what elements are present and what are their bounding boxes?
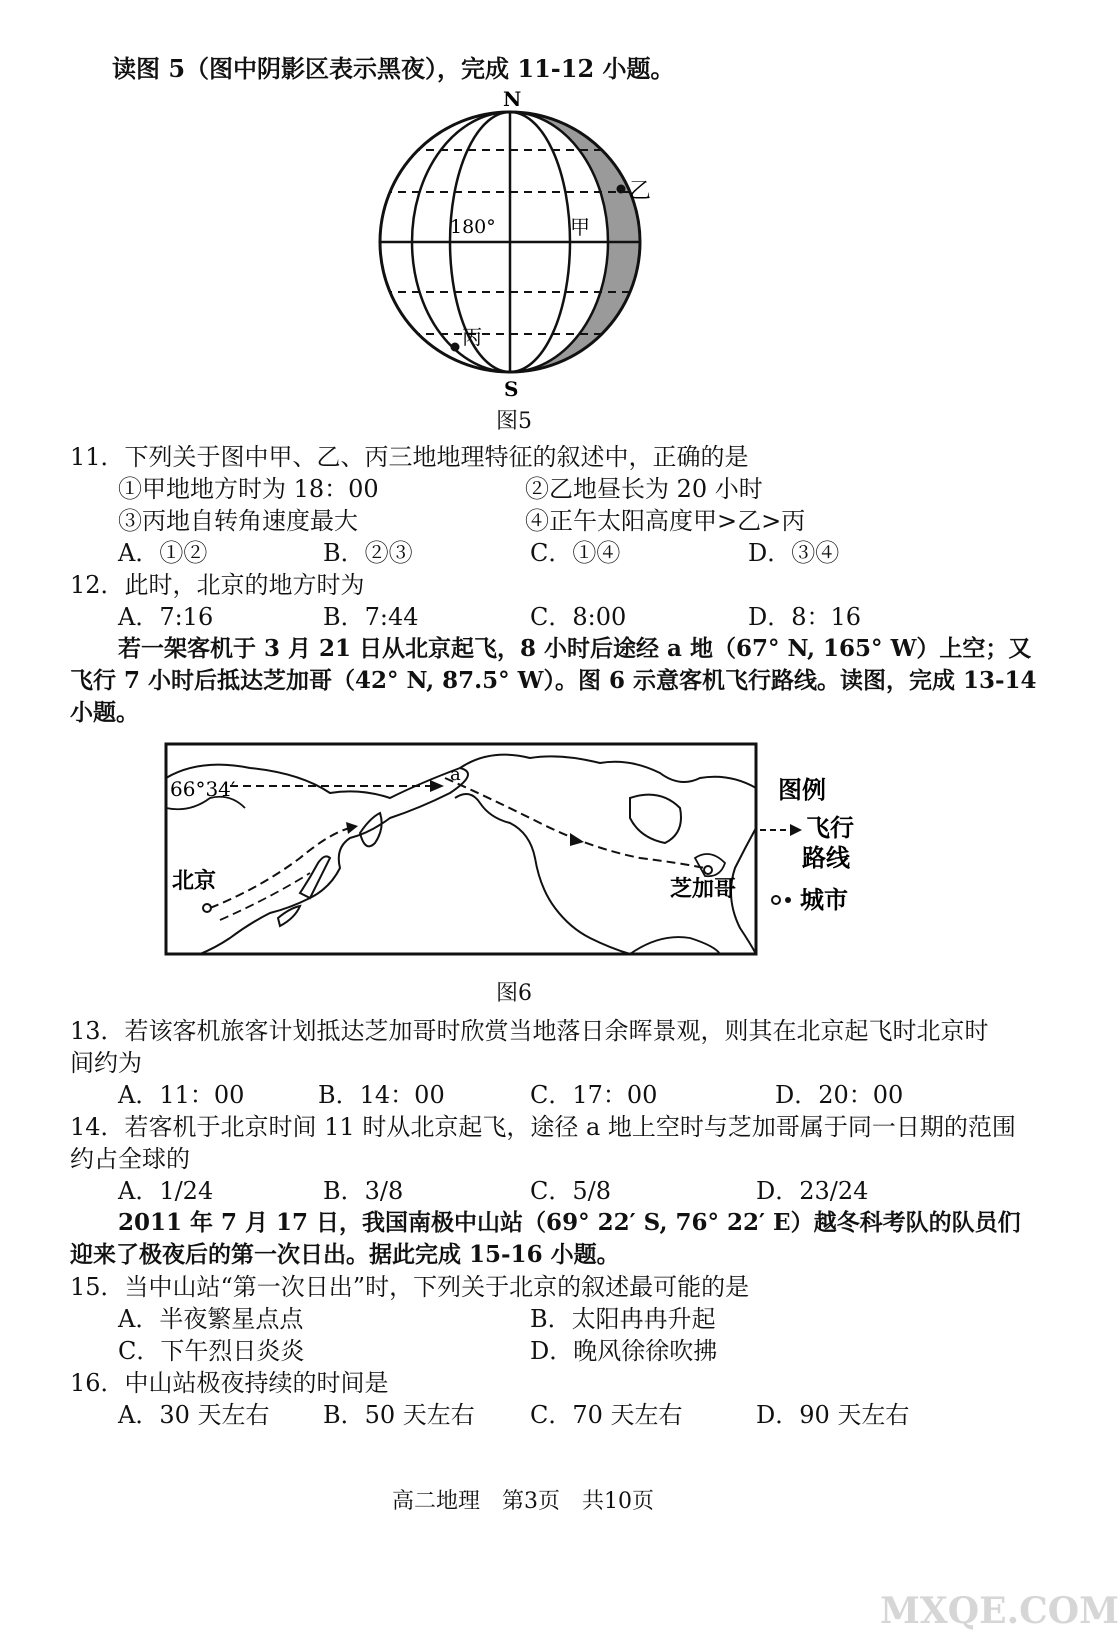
q11-option-a: A．①② bbox=[118, 539, 208, 567]
q16-option-a: A．30 天左右 bbox=[118, 1401, 270, 1429]
q11-statement-1: ①甲地地方时为 18：00 bbox=[118, 475, 379, 503]
figure-6-map bbox=[160, 738, 880, 963]
intro-15-16-line-1: 2011 年 7 月 17 日，我国南极中山站（69° 22′ S, 76° 22′ E）越冬科考队的队员们 bbox=[118, 1209, 1021, 1236]
legend-route-label-2: 路线 bbox=[802, 843, 850, 872]
q11-option-d: D．③④ bbox=[748, 539, 840, 567]
figure-6-caption: 图6 bbox=[496, 981, 532, 1006]
q11-statement-3: ③丙地自转角速度最大 bbox=[118, 507, 358, 535]
label-point-a: a bbox=[450, 764, 461, 785]
legend-city-marker bbox=[772, 896, 780, 904]
q14-option-c: C．5/8 bbox=[530, 1177, 611, 1205]
figure-5-caption: 图5 bbox=[496, 409, 532, 434]
q16-option-d: D．90 天左右 bbox=[756, 1401, 910, 1429]
q12-option-d: D．8：16 bbox=[748, 603, 862, 631]
q11-statement-4: ④正午太阳高度甲>乙>丙 bbox=[525, 507, 806, 535]
page-footer: 高二地理 第3页 共10页 bbox=[392, 1489, 654, 1514]
figure-5-globe bbox=[370, 88, 690, 403]
q11-statement-2: ②乙地昼长为 20 小时 bbox=[525, 475, 763, 503]
q13-stem-line-2: 间约为 bbox=[70, 1049, 142, 1077]
q12-option-c: C．8:00 bbox=[530, 603, 627, 631]
label-jia: 甲 bbox=[570, 215, 590, 239]
q11-option-c: C．①④ bbox=[530, 539, 621, 567]
label-north: N bbox=[503, 87, 522, 111]
q13-stem-line-1: 13．若该客机旅客计划抵达芝加哥时欣赏当地落日余晖景观，则其在北京起飞时北京时 bbox=[70, 1017, 989, 1045]
label-south: S bbox=[504, 377, 519, 401]
intro-13-14-line-2: 飞行 7 小时后抵达芝加哥（42° N, 87.5° W）。图 6 示意客机飞行路线。读图，完成 13-14 bbox=[70, 667, 1037, 694]
legend-route-label-1: 飞行 bbox=[806, 813, 854, 842]
q13-option-d: D．20：00 bbox=[775, 1081, 904, 1109]
label-bing: 丙 bbox=[462, 325, 482, 349]
q16-option-c: C．70 天左右 bbox=[530, 1401, 683, 1429]
q11-stem: 11．下列关于图中甲、乙、丙三地地理特征的叙述中，正确的是 bbox=[70, 443, 749, 471]
q14-option-d: D．23/24 bbox=[756, 1177, 869, 1205]
label-beijing: 北京 bbox=[172, 868, 217, 894]
point-yi-marker bbox=[617, 185, 626, 194]
q16-stem: 16．中山站极夜持续的时间是 bbox=[70, 1369, 389, 1397]
q12-stem: 12．此时，北京的地方时为 bbox=[70, 571, 365, 599]
intro-15-16-line-2: 迎来了极夜后的第一次日出。据此完成 15-16 小题。 bbox=[70, 1241, 620, 1268]
intro-13-14-line-3: 小题。 bbox=[70, 699, 139, 726]
label-chicago: 芝加哥 bbox=[670, 876, 737, 902]
q13-option-c: C．17：00 bbox=[530, 1081, 658, 1109]
legend-route-arrowhead bbox=[790, 824, 802, 836]
point-bing-marker bbox=[451, 343, 460, 352]
q15-option-d: D．晚风徐徐吹拂 bbox=[530, 1337, 718, 1365]
q15-option-a: A．半夜繁星点点 bbox=[118, 1305, 304, 1333]
q13-option-b: B．14：00 bbox=[318, 1081, 445, 1109]
q11-option-b: B．②③ bbox=[323, 539, 413, 567]
q14-option-a: A．1/24 bbox=[118, 1177, 214, 1205]
legend-city-label: 城市 bbox=[800, 885, 848, 914]
q15-stem: 15．当中山站“第一次日出”时，下列关于北京的叙述最可能的是 bbox=[70, 1273, 750, 1301]
legend-title: 图例 bbox=[778, 775, 826, 804]
q14-option-b: B．3/8 bbox=[323, 1177, 404, 1205]
q13-option-a: A．11：00 bbox=[118, 1081, 245, 1109]
q12-option-b: B．7:44 bbox=[323, 603, 419, 631]
label-lat: 66°34′ bbox=[170, 777, 236, 801]
q16-option-b: B．50 天左右 bbox=[323, 1401, 475, 1429]
intro-11-12: 读图 5（图中阴影区表示黑夜），完成 11-12 小题。 bbox=[112, 54, 675, 83]
q15-option-c: C．下午烈日炎炎 bbox=[118, 1337, 305, 1365]
q15-option-b: B．太阳冉冉升起 bbox=[530, 1305, 716, 1333]
label-180: 180° bbox=[450, 216, 496, 238]
watermark: MXQE.COM bbox=[880, 1590, 1119, 1632]
label-yi: 乙 bbox=[629, 179, 652, 204]
legend-city-dot bbox=[785, 897, 791, 903]
q14-stem-line-1: 14．若客机于北京时间 11 时从北京起飞，途径 a 地上空时与芝加哥属于同一日期的范围 bbox=[70, 1113, 1016, 1141]
q12-option-a: A．7:16 bbox=[118, 603, 214, 631]
q14-stem-line-2: 约占全球的 bbox=[70, 1145, 190, 1173]
intro-13-14-line-1: 若一架客机于 3 月 21 日从北京起飞，8 小时后途经 a 地（67° N, 165° W）上空；又 bbox=[118, 635, 1032, 662]
